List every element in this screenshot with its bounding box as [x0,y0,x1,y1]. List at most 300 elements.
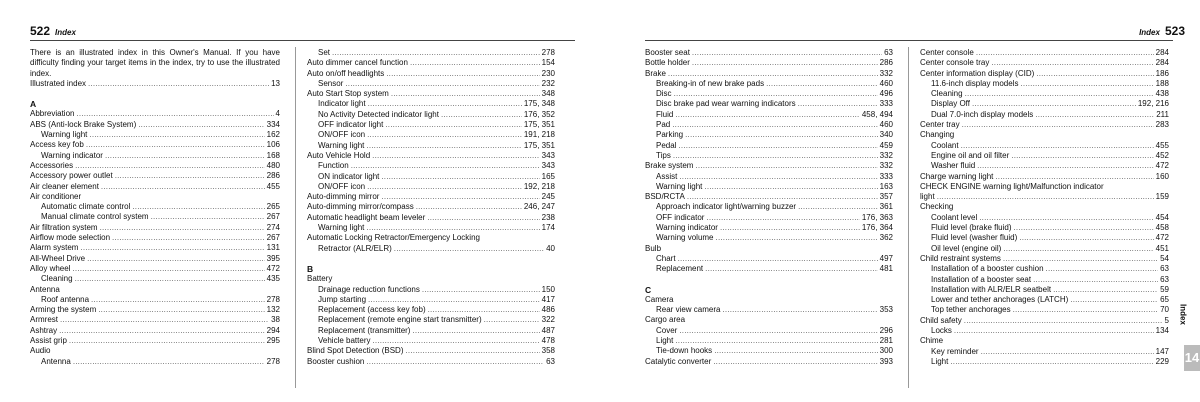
dot-leader [798,202,878,212]
entry-term: Function [318,161,349,171]
entry-term: Alarm system [30,243,79,253]
entry-page-number: 191, 218 [523,130,555,140]
entry-term: Cleaning [931,89,963,99]
entry-page-number: 63 [1160,274,1169,284]
dot-leader [87,254,265,264]
entry-page-number: 192, 218 [523,181,555,191]
entry-page-number: 267 [266,233,280,243]
entry-page-number: 353 [879,305,893,315]
entry-term: Center information display (CID) [920,68,1035,78]
index-entry [307,172,555,182]
entry-page-number: 458, 494 [861,109,893,119]
dot-leader [367,182,522,192]
index-entry [307,141,555,151]
index-entry [920,305,1169,315]
dot-leader [668,69,878,79]
entry-term: Tips [656,150,671,160]
entry-page-number: 147 [1155,346,1169,356]
index-entry [920,254,1169,264]
entry-term: Warning volume [656,233,714,243]
index-entry [307,120,555,130]
entry-page-number: 478 [541,336,555,346]
index-entry [30,264,280,274]
index-entry [920,110,1169,120]
dot-leader [88,79,269,89]
entry-term: Accessories [30,160,74,170]
index-entry-continued [920,182,1169,192]
entry-term: Fluid level (brake fluid) [931,223,1012,233]
dot-leader [678,254,878,264]
entry-page-number: 472 [266,263,280,273]
dot-leader [704,182,877,192]
entry-term: Airflow mode selection [30,233,111,243]
entry-page-number: 186 [1155,68,1169,78]
dot-leader [332,48,540,58]
dot-leader [766,79,878,89]
entry-page-number: 286 [266,171,280,181]
index-entry [645,120,893,130]
entry-term: OFF indicator light [318,120,384,130]
index-entry [645,172,893,182]
index-entry [30,151,280,161]
entry-term: Chart [656,253,676,263]
entry-page-number: 229 [1155,356,1169,366]
dot-leader [91,295,265,305]
entry-page-number: 54 [1160,253,1169,263]
entry-page-number: 267 [266,212,280,222]
entry-term: Auto-dimming mirror/compass [307,202,414,212]
dot-leader [381,192,539,202]
entry-page-number: 496 [879,89,893,99]
dot-leader [132,202,264,212]
dot-leader [391,89,540,99]
entry-term: Washer fluid [931,161,976,171]
dot-leader [706,213,859,223]
entry-term: 11.6-inch display models [931,78,1019,88]
dot-leader [720,223,860,233]
dot-leader [716,233,878,243]
index-entry [920,141,1169,151]
index-entry [645,130,893,140]
entry-page-number: 296 [879,325,893,335]
index-entry [920,213,1169,223]
dot-leader [1033,275,1158,285]
index-entry [920,202,1169,212]
dot-leader [80,243,264,253]
dot-leader [112,233,265,243]
right-header-rule [645,40,1173,41]
entry-term: Approach indicator light/warning buzzer [656,202,797,212]
dot-leader [798,99,878,109]
entry-page-number: 132 [266,305,280,315]
entry-term: Pad [656,120,671,130]
dot-leader [151,212,265,222]
dot-leader [962,120,1154,130]
entry-term: Chime [920,336,944,346]
entry-term: Display Off [931,99,970,109]
entry-page-number: 332 [879,68,893,78]
entry-term: Replacement (access key fob) [318,305,426,315]
entry-page-number: 460 [879,120,893,130]
entry-page-number: 175, 351 [523,140,555,150]
index-entry [645,151,893,161]
dot-leader [366,141,521,151]
entry-term: Abbreviation [30,109,75,119]
entry-term: Air filtration system [30,222,98,232]
entry-term: Disc brake pad wear warning indicators [656,99,796,109]
entry-term: Pedal [656,140,677,150]
entry-term: Manual climate control system [41,212,149,222]
entry-page-number: 63 [546,356,555,366]
left-header-rule [30,40,575,41]
index-entry [920,316,1169,326]
dot-leader [685,130,878,140]
entry-page-number: 283 [1155,120,1169,130]
entry-page-number: 5 [1164,315,1169,325]
dot-leader [89,130,264,140]
index-entry [645,58,893,68]
entry-page-number: 295 [266,336,280,346]
entry-page-number: 188 [1155,78,1169,88]
entry-term: Assist [656,171,678,181]
dot-leader [679,326,877,336]
dot-leader [705,264,878,274]
entry-page-number: 417 [541,294,555,304]
dot-leader [1003,254,1158,264]
index-column-2 [307,48,555,367]
entry-term: Auto Vehicle Hold [307,150,371,160]
dot-leader [115,171,265,181]
dot-leader [981,347,1154,357]
entry-page-number: 357 [879,192,893,202]
entry-term: Vehicle battery [318,336,371,346]
dot-leader [60,315,269,325]
dot-leader [673,151,878,161]
entry-term: Oil level (engine oil) [931,243,1002,253]
column-divider [295,47,296,388]
entry-term: Blind Spot Detection (BSD) [307,346,404,356]
dot-leader [366,223,539,233]
entry-page-number: 361 [879,202,893,212]
entry-page-number: 59 [1160,284,1169,294]
entry-page-number: 265 [266,202,280,212]
index-entry [920,295,1169,305]
entry-term: Breaking-in of new brake pads [656,78,765,88]
entry-term: Booster seat [645,48,690,57]
left-page-label: Index [55,28,76,37]
entry-page-number: 238 [541,212,555,222]
entry-page-number: 332 [879,150,893,160]
dot-leader [394,244,544,254]
index-entry [645,161,893,171]
entry-term: All-Wheel Drive [30,253,86,263]
dot-leader [138,120,264,130]
dot-leader [351,161,540,171]
dot-leader [368,295,540,305]
dot-leader [1070,295,1158,305]
entry-term: Automatic Locking Retractor/Emergency Locking [307,233,480,243]
index-entry [307,285,555,295]
dot-leader [976,48,1154,58]
entry-page-number: 211 [1156,109,1169,119]
entry-term: Center console [920,48,974,57]
dot-leader [345,79,539,89]
dot-leader [692,48,882,58]
dot-leader [72,264,264,274]
entry-page-number: 333 [879,99,893,109]
entry-page-number: 278 [541,48,555,57]
entry-page-number: 348 [541,89,555,99]
entry-term: ON/OFF icon [318,181,366,191]
entry-page-number: 134 [1155,326,1169,336]
index-entry [30,254,280,264]
index-entry [307,295,555,305]
index-entry [307,69,555,79]
index-entry [920,192,1169,202]
dot-leader [484,315,540,325]
index-entry [30,315,280,325]
index-entry [645,326,893,336]
entry-term: Replacement (remote engine start transmitter) [318,315,482,325]
entry-term: Auto dimmer cancel function [307,58,408,68]
dot-leader [59,326,265,336]
index-entry [307,223,555,233]
index-entry [645,223,893,233]
entry-page-number: 451 [1155,243,1169,253]
dot-leader [372,151,539,161]
index-entry [30,192,280,202]
entry-page-number: 487 [541,325,555,335]
index-entry [645,48,893,58]
index-entry [307,326,555,336]
dot-leader [714,346,877,356]
entry-term: Battery [307,274,333,284]
entry-term: Replacement (transmitter) [318,325,411,335]
dot-leader [679,172,877,182]
right-page-number: 523 [1164,24,1185,38]
entry-term: BSD/RCTA [645,192,685,202]
index-entry [30,171,280,181]
entry-page-number: 284 [1155,48,1169,57]
dot-leader [69,336,265,346]
entry-term: Light [656,336,674,346]
entry-term: Warning light [656,181,703,191]
entry-page-number: 472 [1155,233,1169,243]
entry-page-number: 362 [879,233,893,243]
entry-page-number: 460 [879,78,893,88]
index-entry [30,202,280,212]
index-entry [645,79,893,89]
dot-leader [427,213,539,223]
index-entry [30,120,280,130]
entry-page-number: 340 [879,130,893,140]
dot-leader [675,110,860,120]
index-entry [920,285,1169,295]
entry-page-number: 300 [879,346,893,356]
entry-page-number: 480 [266,160,280,170]
index-entry [307,110,555,120]
entry-term: ON indicator light [318,171,380,181]
index-entry [645,264,893,274]
side-tab-label: Index [1178,304,1188,325]
entry-page-number: 40 [546,243,555,253]
index-entry [30,223,280,233]
entry-term: Armrest [30,315,58,325]
entry-page-number: 159 [1155,192,1169,202]
index-entry [645,89,893,99]
index-entry [920,336,1169,346]
entry-term: Fluid level (washer fluid) [931,233,1018,243]
entry-page-number: 63 [1160,264,1169,274]
dot-leader [995,172,1153,182]
dot-leader [385,120,522,130]
index-entry [920,264,1169,274]
entry-term: Antenna [30,284,60,294]
index-entry [30,243,280,253]
index-entry [645,254,893,264]
dot-leader [98,305,264,315]
index-entry [307,89,555,99]
dot-leader [1036,69,1153,79]
entry-page-number: 281 [879,336,893,346]
entry-page-number: 176, 352 [523,109,555,119]
entry-term: Installation of a booster cushion [931,264,1044,274]
section-letter: B [307,263,314,274]
index-entry [920,172,1169,182]
dot-leader [381,172,539,182]
dot-leader [422,285,540,295]
entry-term: Warning light [41,130,88,140]
entry-term: Air conditioner [30,191,82,201]
entry-term: Rear view camera [656,305,721,315]
entry-page-number: 438 [1155,89,1169,99]
entry-term: Coolant [931,140,959,150]
entry-term: Jump starting [318,294,367,304]
entry-page-number: 358 [541,346,555,356]
dot-leader [372,336,539,346]
index-entry [307,99,555,109]
entry-term: Auto Start Stop system [307,89,389,99]
index-entry [920,233,1169,243]
dot-leader [961,141,1154,151]
index-column-1 [30,48,280,367]
index-entry [307,336,555,346]
dot-leader [675,336,877,346]
dot-leader [441,110,522,120]
dot-leader [672,120,877,130]
entry-page-number: 106 [266,140,280,150]
entry-term: Key reminder [931,346,979,356]
entry-page-number: 162 [266,130,280,140]
index-entry [30,357,280,367]
entry-term: Dual 7.0-inch display models [931,109,1034,119]
entry-page-number: 154 [541,58,555,68]
entry-page-number: 230 [541,68,555,78]
section-letter: C [645,284,652,295]
right-page-label: Index [1139,28,1160,37]
entry-term: Lower and tether anchorages (LATCH) [931,295,1069,305]
index-entry [307,213,555,223]
index-entry [30,79,280,89]
entry-term: Checking [920,202,954,212]
index-entry [645,305,893,315]
entry-page-number: 246, 247 [523,202,555,212]
index-entry [645,244,893,254]
section-letter: A [30,99,37,110]
entry-page-number: 395 [266,253,280,263]
index-entry [920,326,1169,336]
entry-page-number: 174 [541,223,555,233]
dot-leader [972,99,1136,109]
index-entry [307,151,555,161]
index-entry [307,274,555,284]
dot-leader [692,58,878,68]
index-entry [307,58,555,68]
entry-page-number: 333 [879,171,893,181]
index-entry [645,202,893,212]
index-entry [307,130,555,140]
index-entry [645,99,893,109]
index-entry [307,48,555,58]
entry-page-number: 4 [275,109,280,119]
entry-page-number: 278 [266,356,280,366]
entry-page-number: 393 [879,356,893,366]
dot-leader [75,274,265,284]
dot-leader [678,141,877,151]
index-entry [307,79,555,89]
entry-term: ABS (Anti-lock Brake System) [30,119,137,129]
dot-leader [991,58,1153,68]
entry-term: Changing [920,130,955,140]
dot-leader [1020,79,1153,89]
dot-leader [105,151,265,161]
dot-leader [1035,110,1154,120]
entry-term: Sensor [318,78,344,88]
entry-term: Auto-dimming mirror [307,192,380,202]
index-entry [307,346,555,356]
dot-leader [410,58,540,68]
left-page-header [30,22,76,42]
index-entry [30,161,280,171]
entry-term: Bottle holder [645,58,690,68]
index-entry [307,161,555,171]
index-entry [30,109,280,119]
entry-page-number: 176, 364 [861,223,893,233]
entry-term: Indicator light [318,99,366,109]
dot-leader [950,357,1153,367]
index-entry [30,336,280,346]
entry-page-number: 232 [541,78,555,88]
entry-term: Replacement [656,264,704,274]
index-entry [645,295,893,305]
entry-page-number: 165 [541,171,555,181]
index-entry [645,357,893,367]
entry-page-number: 274 [266,222,280,232]
entry-page-number: 322 [541,315,555,325]
entry-page-number: 131 [266,243,280,253]
index-entry [920,69,1169,79]
index-entry [307,192,555,202]
index-entry [307,357,555,367]
entry-term: Center tray [920,120,960,130]
index-column-3 [645,48,893,367]
index-entry [307,182,555,192]
index-entry [30,182,280,192]
index-entry [920,244,1169,254]
entry-term: light [920,192,935,202]
entry-term: Set [318,48,331,57]
index-entry [920,347,1169,357]
